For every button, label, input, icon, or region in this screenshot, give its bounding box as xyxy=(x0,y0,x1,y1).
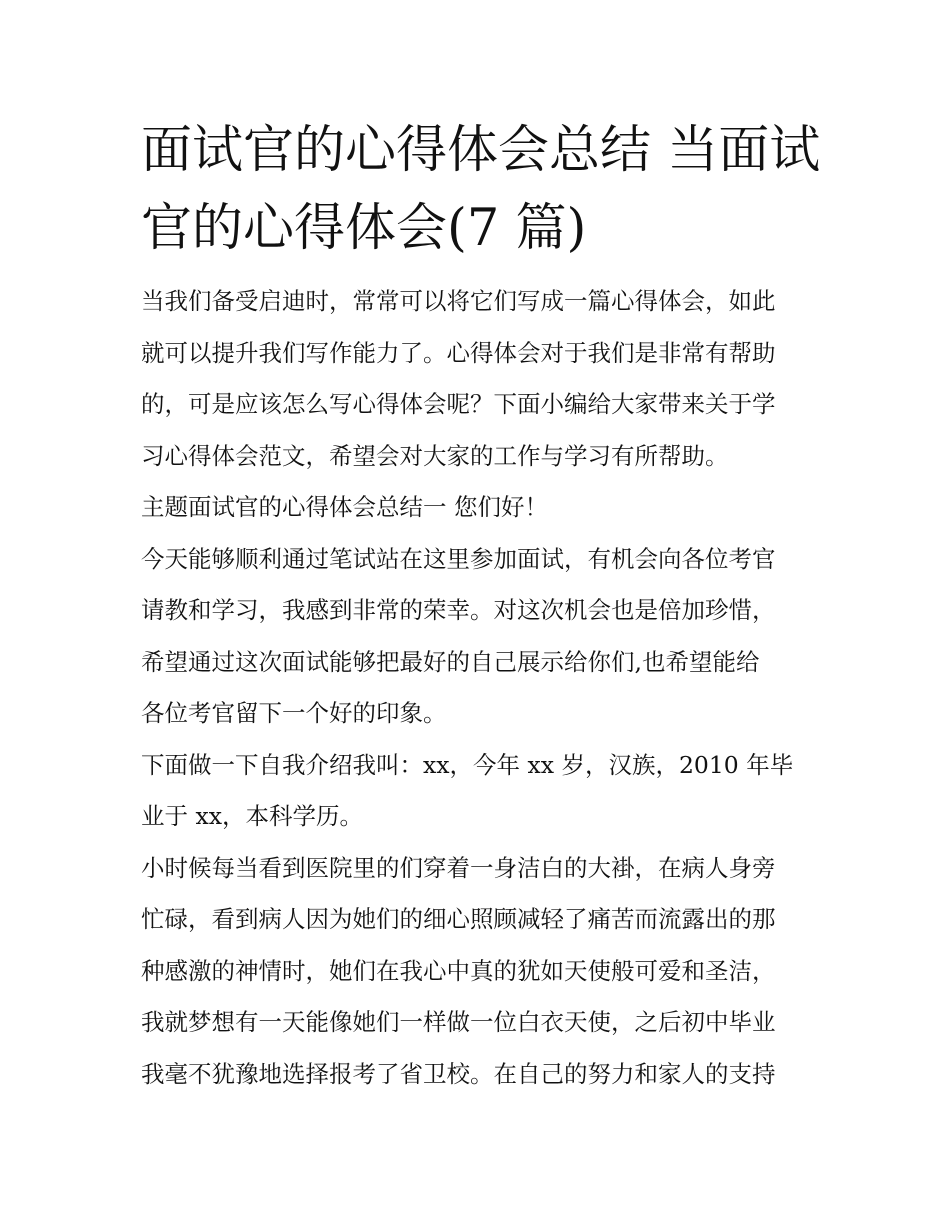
paragraph-line: 今天能够顺利通过笔试站在这里参加面试，有机会向各位考官 xyxy=(141,544,776,573)
paragraph-line: 小时候每当看到医院里的们穿着一身洁白的大褂，在病人身旁 xyxy=(141,853,776,882)
paragraph-line: 习心得体会范文，希望会对大家的工作与学习有所帮助。 xyxy=(141,441,729,470)
paragraph-line: 忙碌，看到病人因为她们的细心照顾减轻了痛苦而流露出的那 xyxy=(141,905,776,933)
paragraph-line: 种感激的神情时，她们在我心中真的犹如天使般可爱和圣洁， xyxy=(141,956,776,985)
paragraph-line: 各位考官留下一个好的印象。 xyxy=(141,699,447,727)
paragraph-line: 就可以提升我们写作能力了。心得体会对于我们是非常有帮助 xyxy=(141,338,776,367)
paragraph-line: 我毫不犹豫地选择报考了省卫校。在自己的努力和家人的支持 xyxy=(141,1059,776,1088)
paragraph-line: 当我们备受启迪时，常常可以将它们写成一篇心得体会，如此 xyxy=(141,287,776,315)
document-body xyxy=(141,276,821,1100)
paragraph-line: 希望通过这次面试能够把最好的自己展示给你们,也希望能给 xyxy=(141,647,760,676)
paragraph-line: 下面做一下自我介绍我叫：xx，今年 xx 岁，汉族，2010 年毕 xyxy=(141,750,794,779)
paragraph-line: 业于 xx，本科学历。 xyxy=(141,802,363,830)
paragraph-line: 主题面试官的心得体会总结一 您们好！ xyxy=(141,493,548,521)
paragraph-line: 请教和学习，我感到非常的荣幸。对这次机会也是倍加珍惜， xyxy=(141,596,776,624)
title-line: 面试官的心得体会总结 当面试 xyxy=(141,121,821,180)
document-title xyxy=(141,112,821,268)
title-line: 官的心得体会(7 篇) xyxy=(141,199,587,258)
paragraph-line: 的，可是应该怎么写心得体会呢？下面小编给大家带来关于学 xyxy=(141,390,776,418)
paragraph-line: 我就梦想有一天能像她们一样做一位白衣天使，之后初中毕业 xyxy=(141,1008,776,1036)
